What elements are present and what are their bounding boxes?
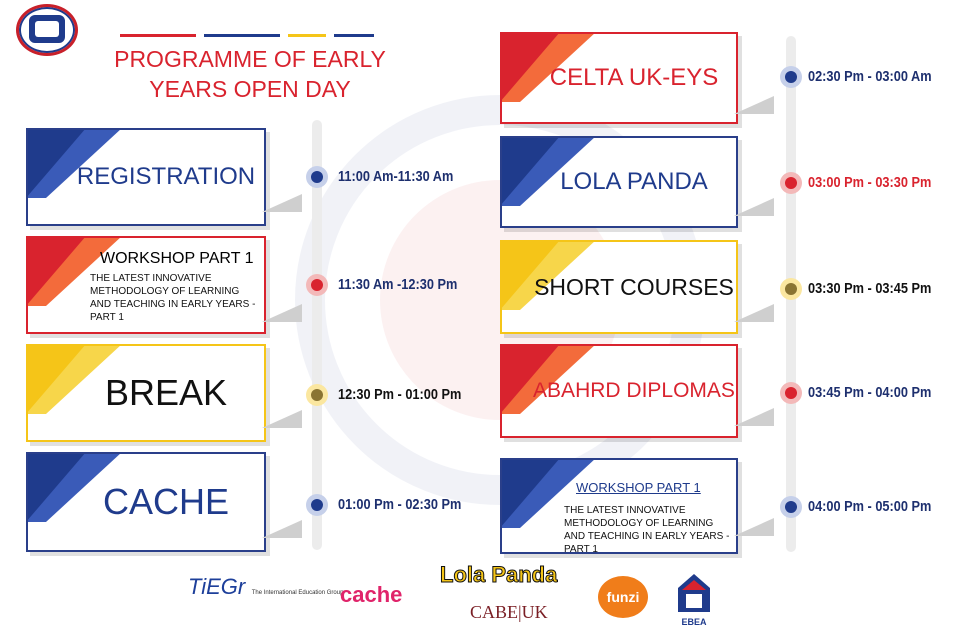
time-dot-yellow	[780, 278, 802, 300]
card-workshop-1	[26, 236, 266, 334]
ebea-logo-text: EBEA	[681, 617, 707, 627]
funzi-logo	[598, 576, 648, 618]
card-label: SHORT COURSES	[534, 273, 734, 300]
card-pointer	[262, 176, 302, 212]
funzi-logo-text: funzi	[606, 589, 640, 605]
time-dot-blue	[780, 496, 802, 518]
workshop-heading: WORKSHOP PART 1	[100, 250, 254, 267]
cabe-uk-logo: CABE|UK	[470, 602, 548, 622]
card-pointer	[262, 502, 302, 538]
card-pointer	[734, 500, 774, 536]
tiegr-logo-subtext: The International Education Group	[251, 590, 344, 596]
card-label: LOLA PANDA	[560, 168, 708, 195]
time-dot-red	[306, 274, 328, 296]
card-label: CACHE	[102, 481, 230, 522]
card-registration	[26, 128, 266, 226]
card-pointer	[262, 392, 302, 428]
ebea-emblem-icon	[678, 574, 710, 612]
abahrd-logo	[16, 4, 78, 56]
time-dot-blue	[306, 166, 328, 188]
card-break	[26, 344, 266, 442]
time-label: 02:30 Pm - 03:00 Am	[808, 68, 932, 85]
time-label: 11:30 Am -12:30 Pm	[338, 276, 458, 293]
title-bar-red	[120, 34, 196, 37]
page-title-line2: YEARS OPEN DAY	[149, 76, 351, 102]
time-label: 03:00 Pm - 03:30 Pm	[808, 174, 932, 191]
card-cache	[26, 452, 266, 552]
card-short-courses	[500, 240, 738, 334]
card-pointer	[734, 390, 774, 426]
card-pointer	[734, 286, 774, 322]
workshop-description: THE LATEST INNOVATIVE METHODOLOGY OF LEARNING AND TEACHING IN EARLY YEARS - PART 1	[564, 505, 730, 554]
title-bar-blue-2	[334, 34, 374, 37]
card-pointer	[734, 78, 774, 114]
ebea-logo	[676, 574, 712, 632]
card-lola-panda	[500, 136, 738, 228]
page-title-line1: PROGRAMME OF EARLY	[114, 46, 386, 72]
tiegr-logo-text: TiEGr	[188, 574, 246, 599]
card-label: CELTA UK-EYS	[549, 64, 719, 91]
time-dot-yellow	[306, 384, 328, 406]
time-label: 12:30 Pm - 01:00 Pm	[338, 386, 462, 403]
card-label: REGISTRATION	[76, 163, 256, 190]
time-dot-blue	[306, 494, 328, 516]
card-abahrd-diplomas	[500, 344, 738, 438]
time-label: 01:00 Pm - 02:30 Pm	[338, 496, 462, 513]
card-pointer	[734, 180, 774, 216]
card-celta	[500, 32, 738, 124]
lola-panda-logo: Lola Panda	[440, 562, 558, 587]
time-dot-red	[780, 382, 802, 404]
workshop-description: THE LATEST INNOVATIVE METHODOLOGY OF LEARNING AND TEACHING IN EARLY YEARS - PART 1	[90, 273, 256, 323]
time-dot-red	[780, 172, 802, 194]
time-label: 03:30 Pm - 03:45 Pm	[808, 280, 932, 297]
workshop-heading: WORKSHOP PART 1	[576, 480, 701, 495]
card-label: BREAK	[104, 372, 228, 413]
tiegr-logo	[188, 574, 343, 600]
card-label: ABAHRD DIPLOMAS	[533, 379, 735, 402]
time-label: 03:45 Pm - 04:00 Pm	[808, 384, 932, 401]
page-title	[110, 44, 390, 104]
time-dot-blue	[780, 66, 802, 88]
cache-logo: cache	[340, 582, 403, 607]
card-workshop-2	[500, 458, 738, 554]
title-bar-yellow	[288, 34, 326, 37]
time-label: 04:00 Pm - 05:00 Pm	[808, 498, 932, 515]
time-label: 11:00 Am-11:30 Am	[338, 168, 454, 185]
card-pointer	[262, 286, 302, 322]
title-bar-blue	[204, 34, 280, 37]
